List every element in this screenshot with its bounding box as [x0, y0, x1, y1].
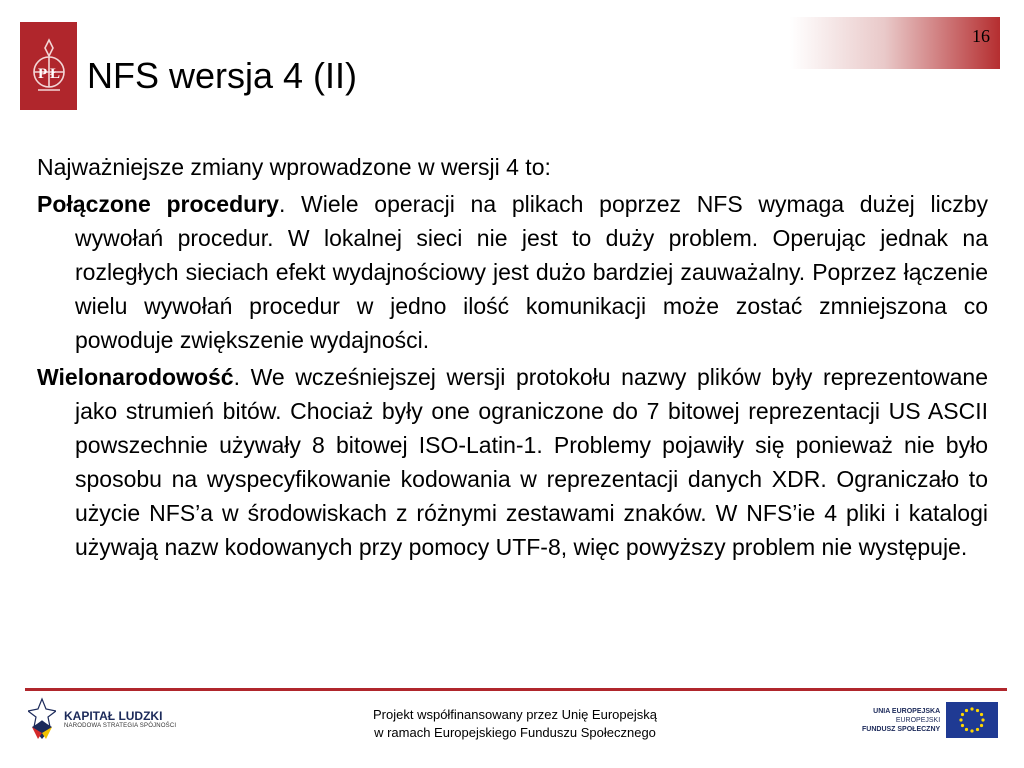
- item-text: . Wiele operacji na plikach poprzez NFS wymaga dużej liczby wywołań procedur. W lokalnej sieci nie jest to duży problem. Operując jednak na rozległych sieciach efekt wydajnościowy jest dużo bardziej zauważalny. Poprzez łączenie wielu wywołań procedur w jedno ilość komunikacji może zostać zmniejszona co powoduje zwiększenie wydajności.: [75, 191, 988, 353]
- kapital-ludzki-title: KAPITAŁ LUDZKI: [64, 709, 163, 723]
- eu-line-3: FUNDUSZ SPOŁECZNY: [862, 725, 941, 733]
- eu-star-icon: [980, 724, 983, 727]
- eu-star-icon: [961, 724, 964, 727]
- footer-line-2: w ramach Europejskiego Funduszu Społecznego: [374, 725, 656, 740]
- item-term: Połączone procedury: [37, 191, 279, 217]
- list-item: [37, 360, 988, 564]
- eu-star-icon: [980, 713, 983, 716]
- item-term: Wielonarodowość: [37, 364, 234, 390]
- footer-line-1: Projekt współfinansowany przez Unię Europejską: [373, 707, 657, 722]
- item-text: . We wcześniejszej wersji protokołu nazwy plików były reprezentowane jako strumień bitów. Chociaż były one ograniczone do 7 bitowej reprezentacji US ASCII powszechnie używały 8 bitowej ISO-Latin-1. Problemy pojawiły się ponieważ nie było sposobu na wyspecyfikowanie kodowania w reprezentacji danych XDR. Ograniczało to użycie NFS’a w środowiskach z różnymi zestawami znaków. W NFS’ie 4 pliki i katalogi używają nazw kodowanych przy pomocy UTF-8, więc powyższy problem nie występuje.: [75, 364, 988, 560]
- footer-funding-note: [330, 706, 700, 742]
- university-logo: [20, 22, 77, 110]
- eu-star-icon: [961, 713, 964, 716]
- kapital-ludzki-logo: [28, 697, 176, 741]
- eu-logo: [862, 702, 998, 738]
- eu-line-2: EUROPEJSKI: [895, 716, 941, 724]
- kapital-ludzki-subtitle: NARODOWA STRATEGIA SPÓJNOŚCI: [64, 723, 177, 729]
- header-gradient-bar: [790, 17, 1000, 69]
- footer-divider: [25, 688, 1007, 691]
- eu-star-icon: [971, 729, 974, 732]
- eu-star-icon: [976, 709, 979, 712]
- eu-flag-icon: [946, 702, 998, 738]
- slide-number: 16: [972, 26, 990, 46]
- intro-text: Najważniejsze zmiany wprowadzone w wersji 4 to:: [37, 154, 551, 180]
- eu-star-icon: [971, 707, 974, 710]
- eu-star-icon: [960, 718, 963, 721]
- eu-star-icon: [965, 709, 968, 712]
- eu-star-icon: [976, 728, 979, 731]
- slide-title: NFS wersja 4 (II): [87, 55, 358, 96]
- eu-star-icon: [965, 728, 968, 731]
- kapital-ludzki-icon: [28, 697, 56, 741]
- logo-text: P Ł: [37, 66, 60, 82]
- pl-university-logo-icon: [24, 26, 74, 106]
- eu-star-icon: [982, 718, 985, 721]
- eu-line-1: UNIA EUROPEJSKA: [873, 707, 941, 715]
- list-item: [37, 187, 988, 357]
- slide-content: [37, 150, 988, 567]
